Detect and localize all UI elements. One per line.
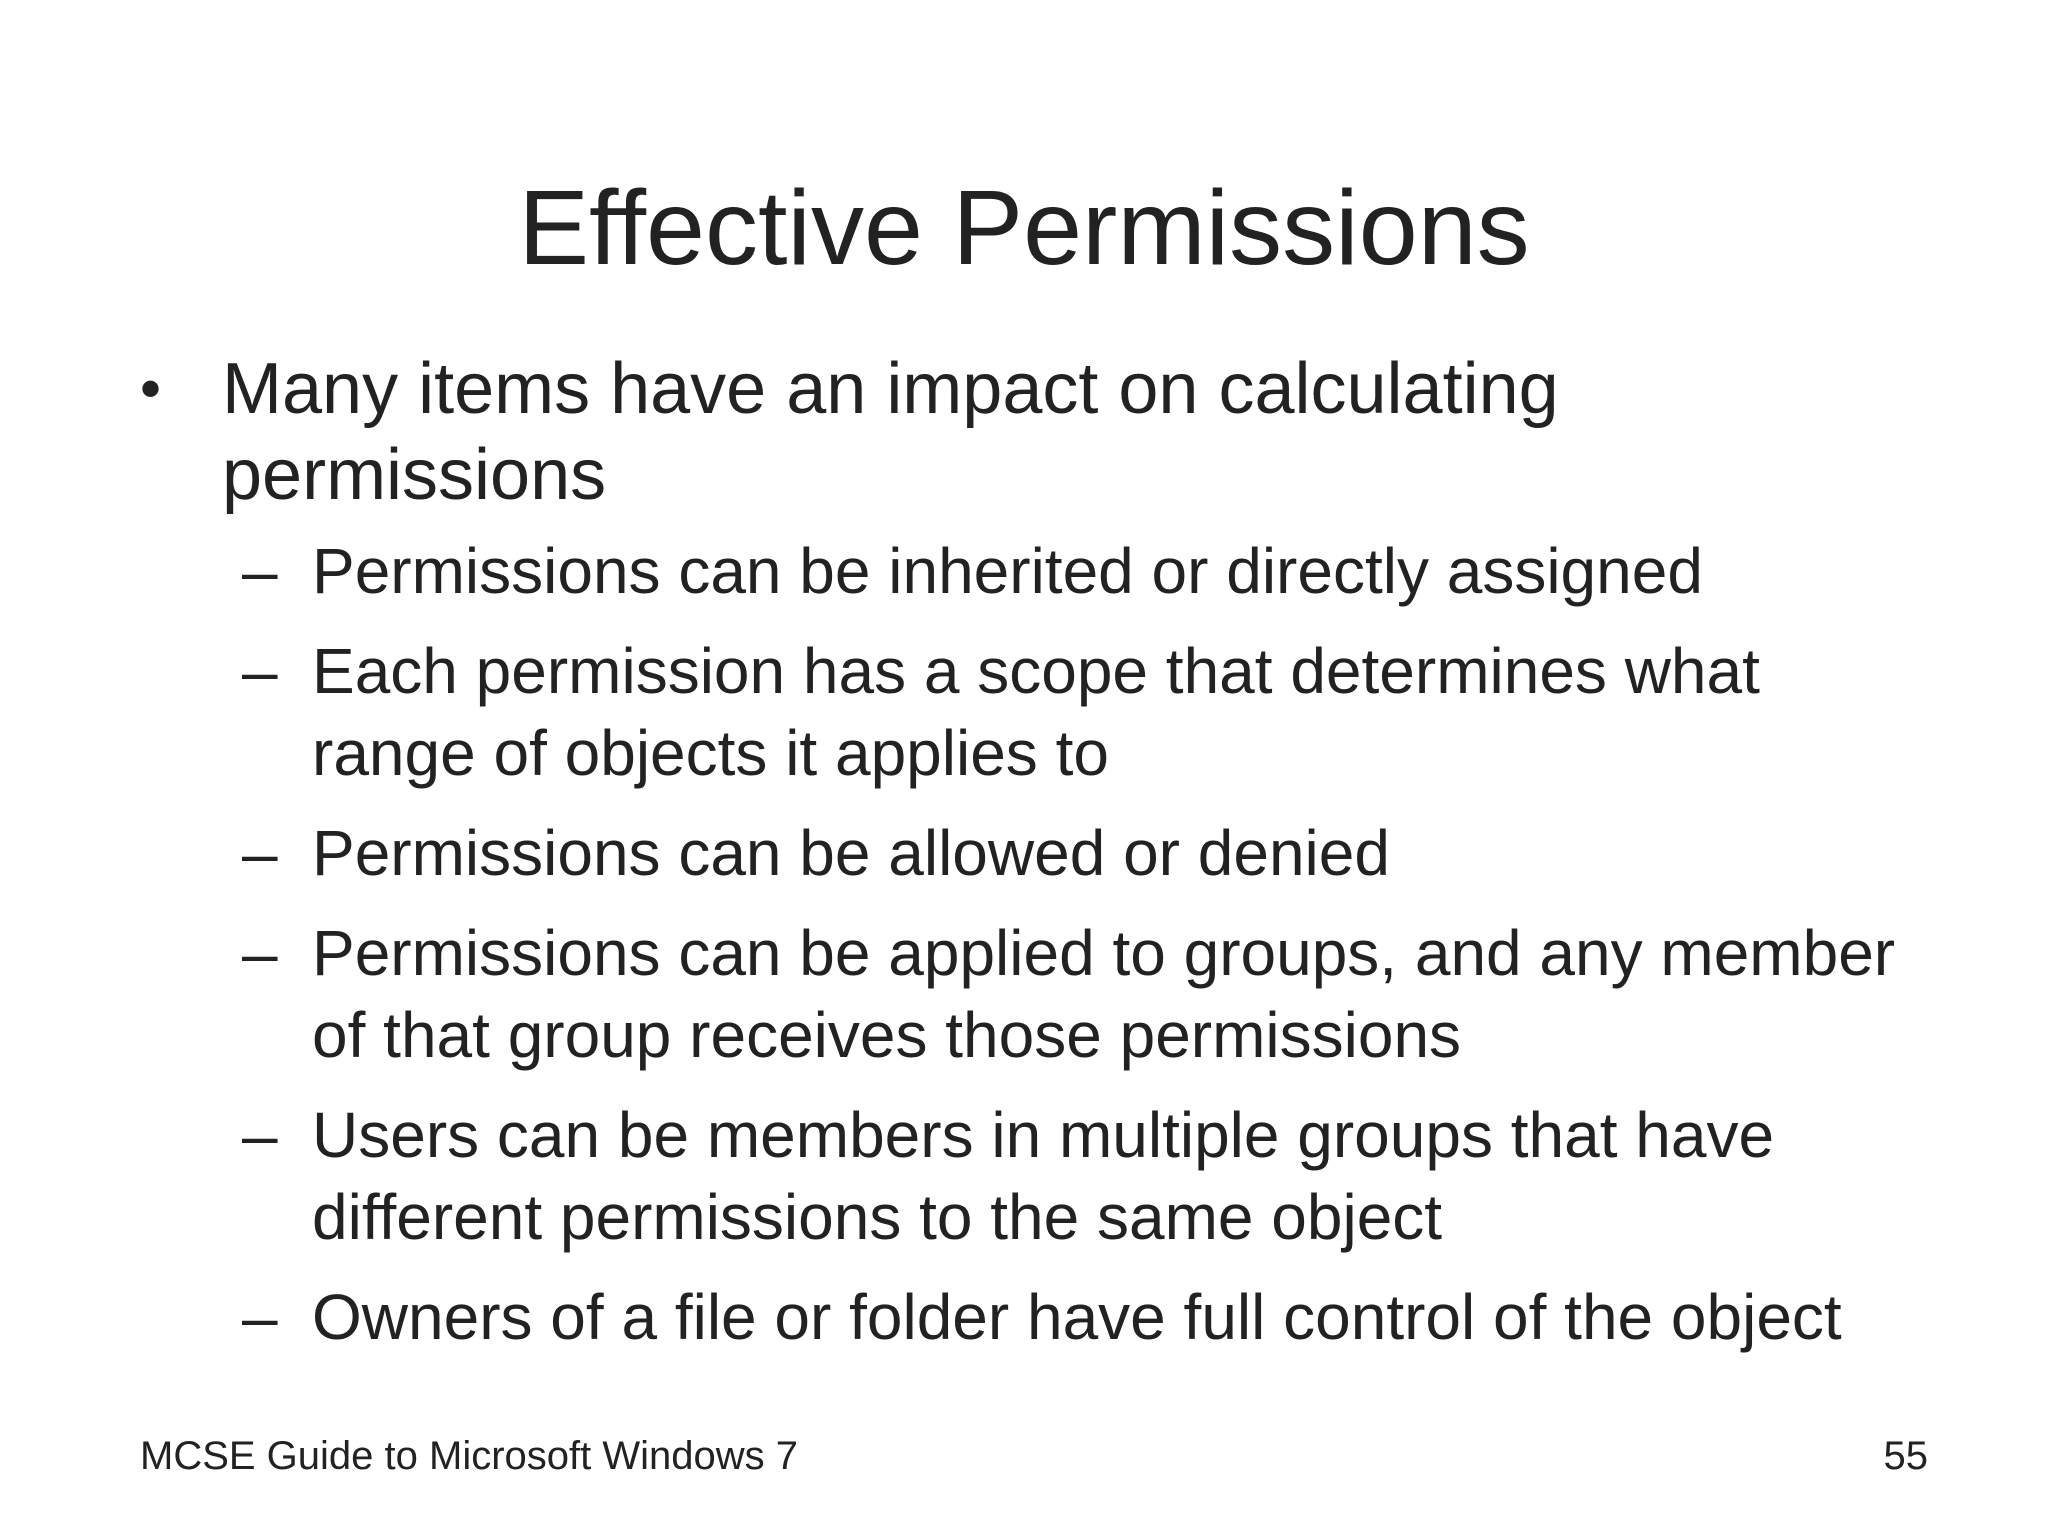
bullet-text: Many items have an impact on calculating permissions [222,349,1559,515]
slide-content [140,346,1940,1376]
bullet-marker: • [140,355,162,422]
sub-bullet-item [140,912,1940,1076]
sub-bullet-item [140,1094,1940,1258]
sub-bullet-text: Each permission has a scope that determines what range of objects it applies to [312,635,1760,789]
sub-bullet-item [140,1276,1940,1358]
slide-title: Effective Permissions [518,169,1530,287]
footer-course-title: MCSE Guide to Microsoft Windows 7 [140,1434,798,1478]
sub-bullet-text: Permissions can be applied to groups, and any member of that group receives those permissions [312,917,1896,1071]
footer-page-number: 55 [1883,1434,1928,1478]
dash-marker: – [242,917,278,989]
sub-bullet-text: Permissions can be allowed or denied [312,817,1390,889]
dash-marker: – [242,535,278,607]
sub-bullet-item [140,812,1940,894]
dash-marker: – [242,635,278,707]
dash-marker: – [242,817,278,889]
dash-marker: – [242,1099,278,1171]
sub-bullet-text: Users can be members in multiple groups that have different permissions to the same object [312,1099,1775,1253]
sub-bullet-item [140,630,1940,794]
dash-marker: – [242,1281,278,1353]
sub-bullet-text: Owners of a file or folder have full control of the object [312,1281,1842,1353]
sub-bullet-text: Permissions can be inherited or directly assigned [312,535,1703,607]
sub-bullet-item [140,530,1940,612]
bullet-item [140,346,1940,518]
